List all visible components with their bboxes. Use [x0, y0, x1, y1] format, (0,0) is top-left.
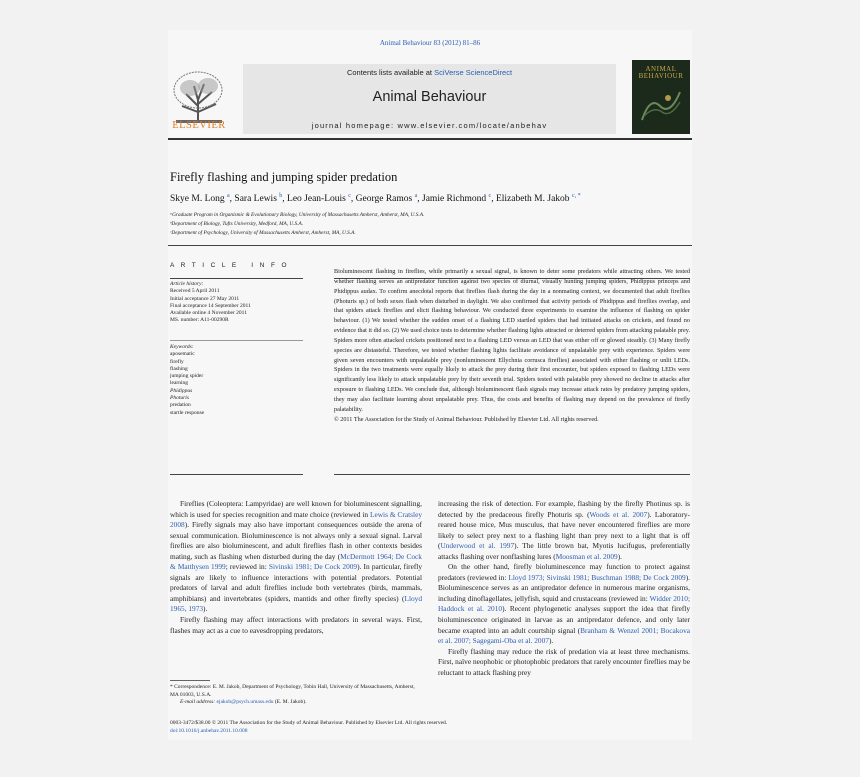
keyword: Photuris: [170, 395, 189, 402]
cover-title: ANIMAL BEHAVIOUR: [638, 65, 684, 80]
cover-artwork-icon: [640, 86, 682, 122]
reference-link[interactable]: Lewis & Cratsley 2008: [170, 509, 422, 530]
body-paragraph: increasing the risk of detection. For example, flashing by the firefly Photinus sp. is detected by the predaceous firefly Photuris sp. (Woods et al. 2007). Laboratory-reared house mice, Mus musculus, that have never encountered fireflies are more likely to select prey next to a flashing light than prey next to a light that is off (Underwood et al. 1997). The little brown bat, Myotis lucifugus, preferentially attacks flashing over nonflashing lures (Moosman et al. 2009).: [438, 499, 690, 561]
history-received: Received 5 April 2011: [170, 288, 220, 295]
journal-name: Animal Behaviour: [372, 89, 487, 105]
keyword: Phidippus: [170, 387, 193, 394]
affiliation: ᵇDepartment of Biology, Tufts University, Medford, MA, U.S.A.: [170, 221, 304, 227]
keyword: firefly: [170, 358, 184, 365]
body-paragraph: Firefly flashing may affect interactions with predators in several ways. First, flashes may act as a cue to eavesdropping predators,: [170, 615, 422, 635]
keyword: jumping spider: [170, 373, 204, 380]
journal-cover: [632, 60, 690, 134]
author-list: Skye M. Long $^a$, Sara Lewis $^b$, Leo Jean-Louis $^c$, George Ramos $^a$, Jamie Richmond $^c$, Elizabeth M. Jakob $^{c, *}$: [170, 193, 581, 205]
article-info-heading: A R T I C L E I N F O: [170, 262, 290, 269]
body-paragraph: On the other hand, firefly bioluminescence may function to protect against predators (reviewed in: Lloyd 1973; Sivinski 1981; Buschman 1988; De Cock 2009). Bioluminescence serves as an antipredator defence in numerous marine organisms, including dinoflagellates, jellyfish, squid and crustaceans (reviewed in: Widder 2010; Haddock et al. 2010). Recent phylogenetic analyses support the idea that firefly bioluminescence originated in larvae as an antipredator defence, and only later became exapted into an adult courtship signal (Branham & Wenzel 2001; Bocakova et al. 2007; Sagegami-Oba et al. 2007).: [438, 562, 690, 646]
email-line: E-mail address: ejakob@psych.umass.edu (E. M. Jakob).: [180, 699, 307, 706]
author[interactable]: George Ramos $^a$: [355, 193, 418, 205]
abstract: [334, 267, 690, 425]
reference-link[interactable]: Moosman et al. 2009: [555, 551, 618, 561]
keyword: startle response: [170, 409, 205, 416]
reference-link[interactable]: Widder 2010; Haddock et al. 2010: [438, 593, 690, 614]
article-info-rule: [170, 278, 303, 279]
ms-number: MS. number: A11-00290R: [170, 317, 229, 324]
body-left-column: [170, 499, 422, 636]
abstract-copyright: © 2011 The Association for the Study of Animal Behaviour. Published by Elsevier Ltd. All rights reserved.: [334, 415, 599, 423]
article-page: [168, 30, 692, 740]
reference-link[interactable]: Underwood et al. 1997: [440, 541, 515, 551]
article-title: Firefly flashing and jumping spider predation: [170, 170, 398, 184]
article-info-bottom-rule: [170, 474, 303, 475]
author[interactable]: Skye M. Long $^a$: [170, 193, 230, 205]
issn-line: 0003-3472/$38.00 © 2011 The Association for the Study of Animal Behaviour. Published by Elsevier Ltd. All rights reserved.: [170, 720, 448, 726]
header-rule: [168, 138, 692, 140]
keyword: predation: [170, 402, 191, 409]
reference-link[interactable]: Sivinski 1981; De Cock 2009: [268, 562, 358, 572]
keyword: learning: [170, 380, 189, 387]
reference-link[interactable]: Lloyd 1973; Sivinski 1981; Buschman 1988; De Cock 2009: [508, 572, 686, 582]
sciencedirect-link[interactable]: SciVerse ScienceDirect: [434, 68, 513, 77]
reference-link[interactable]: Branham & Wenzel 2001; Bocakova et al. 2007; Sagegami-Oba et al. 2007: [438, 625, 690, 646]
author[interactable]: Sara Lewis $^b$: [234, 193, 283, 205]
contents-prefix: Contents lists available at: [346, 68, 435, 77]
author[interactable]: Elizabeth M. Jakob $^{c, *}$: [495, 193, 581, 205]
abstract-bottom-rule: [334, 474, 690, 475]
article-history: [170, 281, 310, 325]
journal-homepage[interactable]: journal homepage: www.elsevier.com/locate/anbehav: [311, 121, 548, 130]
body-paragraph: Firefly flashing may reduce the risk of predation via at least three mechanisms. First, naïve neophobic or photophobic predators that rarely encounter fireflies may be reluctant to attack flashing prey: [438, 646, 690, 677]
keyword: aposematic: [170, 351, 195, 358]
body-right-column: [438, 499, 690, 678]
footnote-rule: [170, 680, 210, 681]
page-footer: [170, 720, 690, 735]
author[interactable]: Jamie Richmond $^c$: [422, 193, 492, 205]
journal-masthead: [243, 64, 616, 134]
elsevier-logo: [168, 66, 230, 134]
email-link[interactable]: ejakob@psych.umass.edu: [216, 699, 274, 706]
affiliation-rule: [168, 245, 692, 246]
keywords: [170, 344, 310, 417]
keywords-label: Keywords:: [170, 344, 194, 350]
body-paragraph: Fireflies (Coleoptera: Lampyridae) are well known for bioluminescent signalling, which is used for species recognition and mate choice (reviewed in Lewis & Cratsley 2008). Firefly signals may also have important consequences outside the arena of sexual communication. Bioluminescence is not always only a sexual signal. Larval fireflies are also bioluminescent, and adult fireflies flash in other contexts besides mating, such as flashing when disturbed during the day (McDermott 1964; De Cock & Matthysen 1999; reviewed in: Sivinski 1981; De Cock 2009). In particular, firefly signals are likely to influence interactions with potential predators. Potential predators of larval and adult fireflies include both vertebrates (birds, mammals, amphibians) and invertebrates (spiders, mantids and other firefly species) (Lloyd 1965, 1973).: [170, 499, 423, 614]
affiliation: ᵃGraduate Program in Organismic & Evolutionary Biology, University of Massachusetts Amherst, Amherst, MA, U.S.A.: [170, 212, 425, 218]
correspondence-footnote: [170, 684, 422, 707]
correspondence-text: * Correspondence: E. M. Jakob, Department of Psychology, Tobin Hall, University of Massachusetts, Amherst, MA 01003, U.S.A.: [170, 684, 415, 698]
doi-link[interactable]: doi:10.1016/j.anbehav.2011.10.008: [170, 727, 248, 734]
contents-line: [243, 68, 616, 77]
keyword: flashing: [170, 365, 188, 372]
journal-citation[interactable]: Animal Behaviour 83 (2012) 81–86: [379, 39, 481, 47]
affiliation: ᶜDepartment of Psychology, University of Massachusetts Amherst, Amherst, MA, U.S.A.: [170, 230, 356, 236]
keywords-rule: [170, 340, 303, 341]
reference-link[interactable]: McDermott 1964; De Cock & Matthysen 1999: [170, 551, 422, 572]
reference-link[interactable]: Woods et al. 2007: [589, 509, 648, 519]
history-online: Available online 4 November 2011: [170, 310, 247, 317]
elsevier-wordmark: ELSEVIER: [172, 120, 226, 131]
history-initial: Initial acceptance 27 May 2011: [170, 295, 240, 302]
abstract-text: Bioluminescent flashing in fireflies, while primarily a sexual signal, is known to deter some predators while attracting others. We tested whether flashing serves an antipredator function against two species of diurnal, visually hunting jumping spiders, Phidippus princeps and Phidippus audax. To confirm anecdotal reports that fireflies flash during the day in a nonmating context, we documented that adult fireflies (Photuris sp.) of both sexes flash when disturbed in daylight. We also confirmed that activity periods of Phidippus and fireflies overlap, and that spiders attack fireflies and elicit flashing behaviour. We conducted three experiments to examine the influence of flashing on spider behaviour. (1) We tested whether the sudden onset of a flashing LED startled spiders that had initiated attacks on crickets, and found no evidence that it did so. (2) We used choice tests to determine whether flashing lights attracted or deterred spiders from attacking palatable prey. Spiders more often attacked crickets positioned next to a flashing LED versus an LED that was either off or glowed steadily. (3) Many firefly species are distasteful. Therefore, we tested whether flashing lights facilitate avoidance of unpalatable prey with experience. Spiders were given seven encounters with unpalatable prey (nonluminescent Ellychnia corrusca fireflies) associated with either flashing or unlit LEDs. Spiders in the two treatments were equally likely to attack the prey during their first encounter, but spiders exposed to flashing LEDs were significantly less likely to attack unpalatable prey by their seventh trial. Spiders tested with palatable prey showed no decline in attacks after exposure to flashing LEDs. We conclude that, although bioluminescent flash signals may increase attack rates by predatory jumping spiders, they may also facilitate learning about unpalatable prey. Thus, the costs and benefits of flashing may depend on the prevalence of firefly palatability.: [334, 268, 690, 413]
author[interactable]: Leo Jean-Louis $^c$: [287, 193, 351, 205]
reference-link[interactable]: Lloyd 1965, 1973: [170, 593, 422, 614]
history-label: Article history:: [170, 281, 204, 287]
history-final: Final acceptance 14 September 2011: [170, 302, 251, 309]
